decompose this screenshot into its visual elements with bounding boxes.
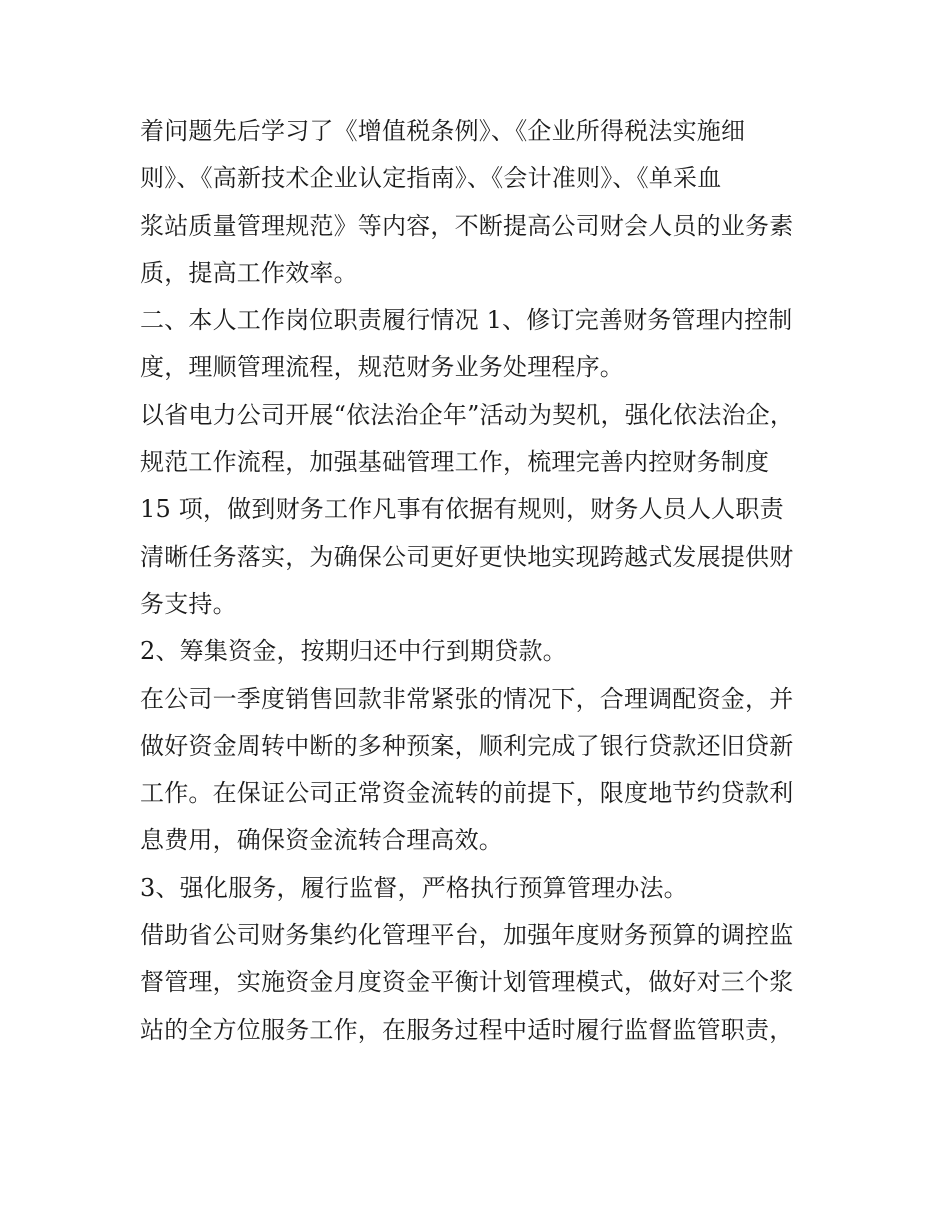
text-line: 着问题先后学习了《增值税条例》、《企业所得税法实施细 [140,117,746,145]
text-line: 以省电力公司开展“依法治企年”活动为契机，强化依法治企， [140,400,795,429]
text-line: 站的全方位服务工作，在服务过程中适时履行监督监管职责， [140,1015,794,1044]
item-heading-line: 2、筹集资金，按期归还中行到期贷款。 [140,637,567,666]
text-line: 清晰任务落实，为确保公司更好更快地实现跨越式发展提供财 [140,542,794,571]
text-line: 做好资金周转中断的多种预案，顺利完成了银行贷款还旧贷新 [140,731,794,760]
text-line: 借助省公司财务集约化管理平台，加强年度财务预算的调控监 [140,921,794,950]
text-line: 质，提高工作效率。 [140,258,358,287]
text-line: 浆站质量管理规范》等内容，不断提高公司财会人员的业务素 [140,211,794,240]
text-line: 度，理顺管理流程，规范财务业务处理程序。 [140,353,624,382]
text-line: 督管理，实施资金月度资金平衡计划管理模式，做好对三个浆 [140,968,794,997]
text-line: 工作。在保证公司正常资金流转的前提下，限度地节约贷款利 [140,779,794,808]
text-line: 则》、《高新技术企业认定指南》、《会计准则》、《单采血 [140,164,722,193]
text-line: 15 项，做到财务工作凡事有依据有规则，财务人员人人职责 [140,495,784,524]
text-line: 务支持。 [140,589,237,618]
document-body [140,108,820,1054]
text-line: 息费用，确保资金流转合理高效。 [140,826,503,855]
text-line: 在公司一季度销售回款非常紧张的情况下，合理调配资金，并 [140,684,794,713]
item-heading-line: 3、强化服务，履行监督，严格执行预算管理办法。 [140,873,688,902]
section-heading-line: 二、本人工作岗位职责履行情况 1、修订完善财务管理内控制 [140,306,793,335]
text-line: 规范工作流程，加强基础管理工作，梳理完善内控财务制度 [140,448,770,477]
